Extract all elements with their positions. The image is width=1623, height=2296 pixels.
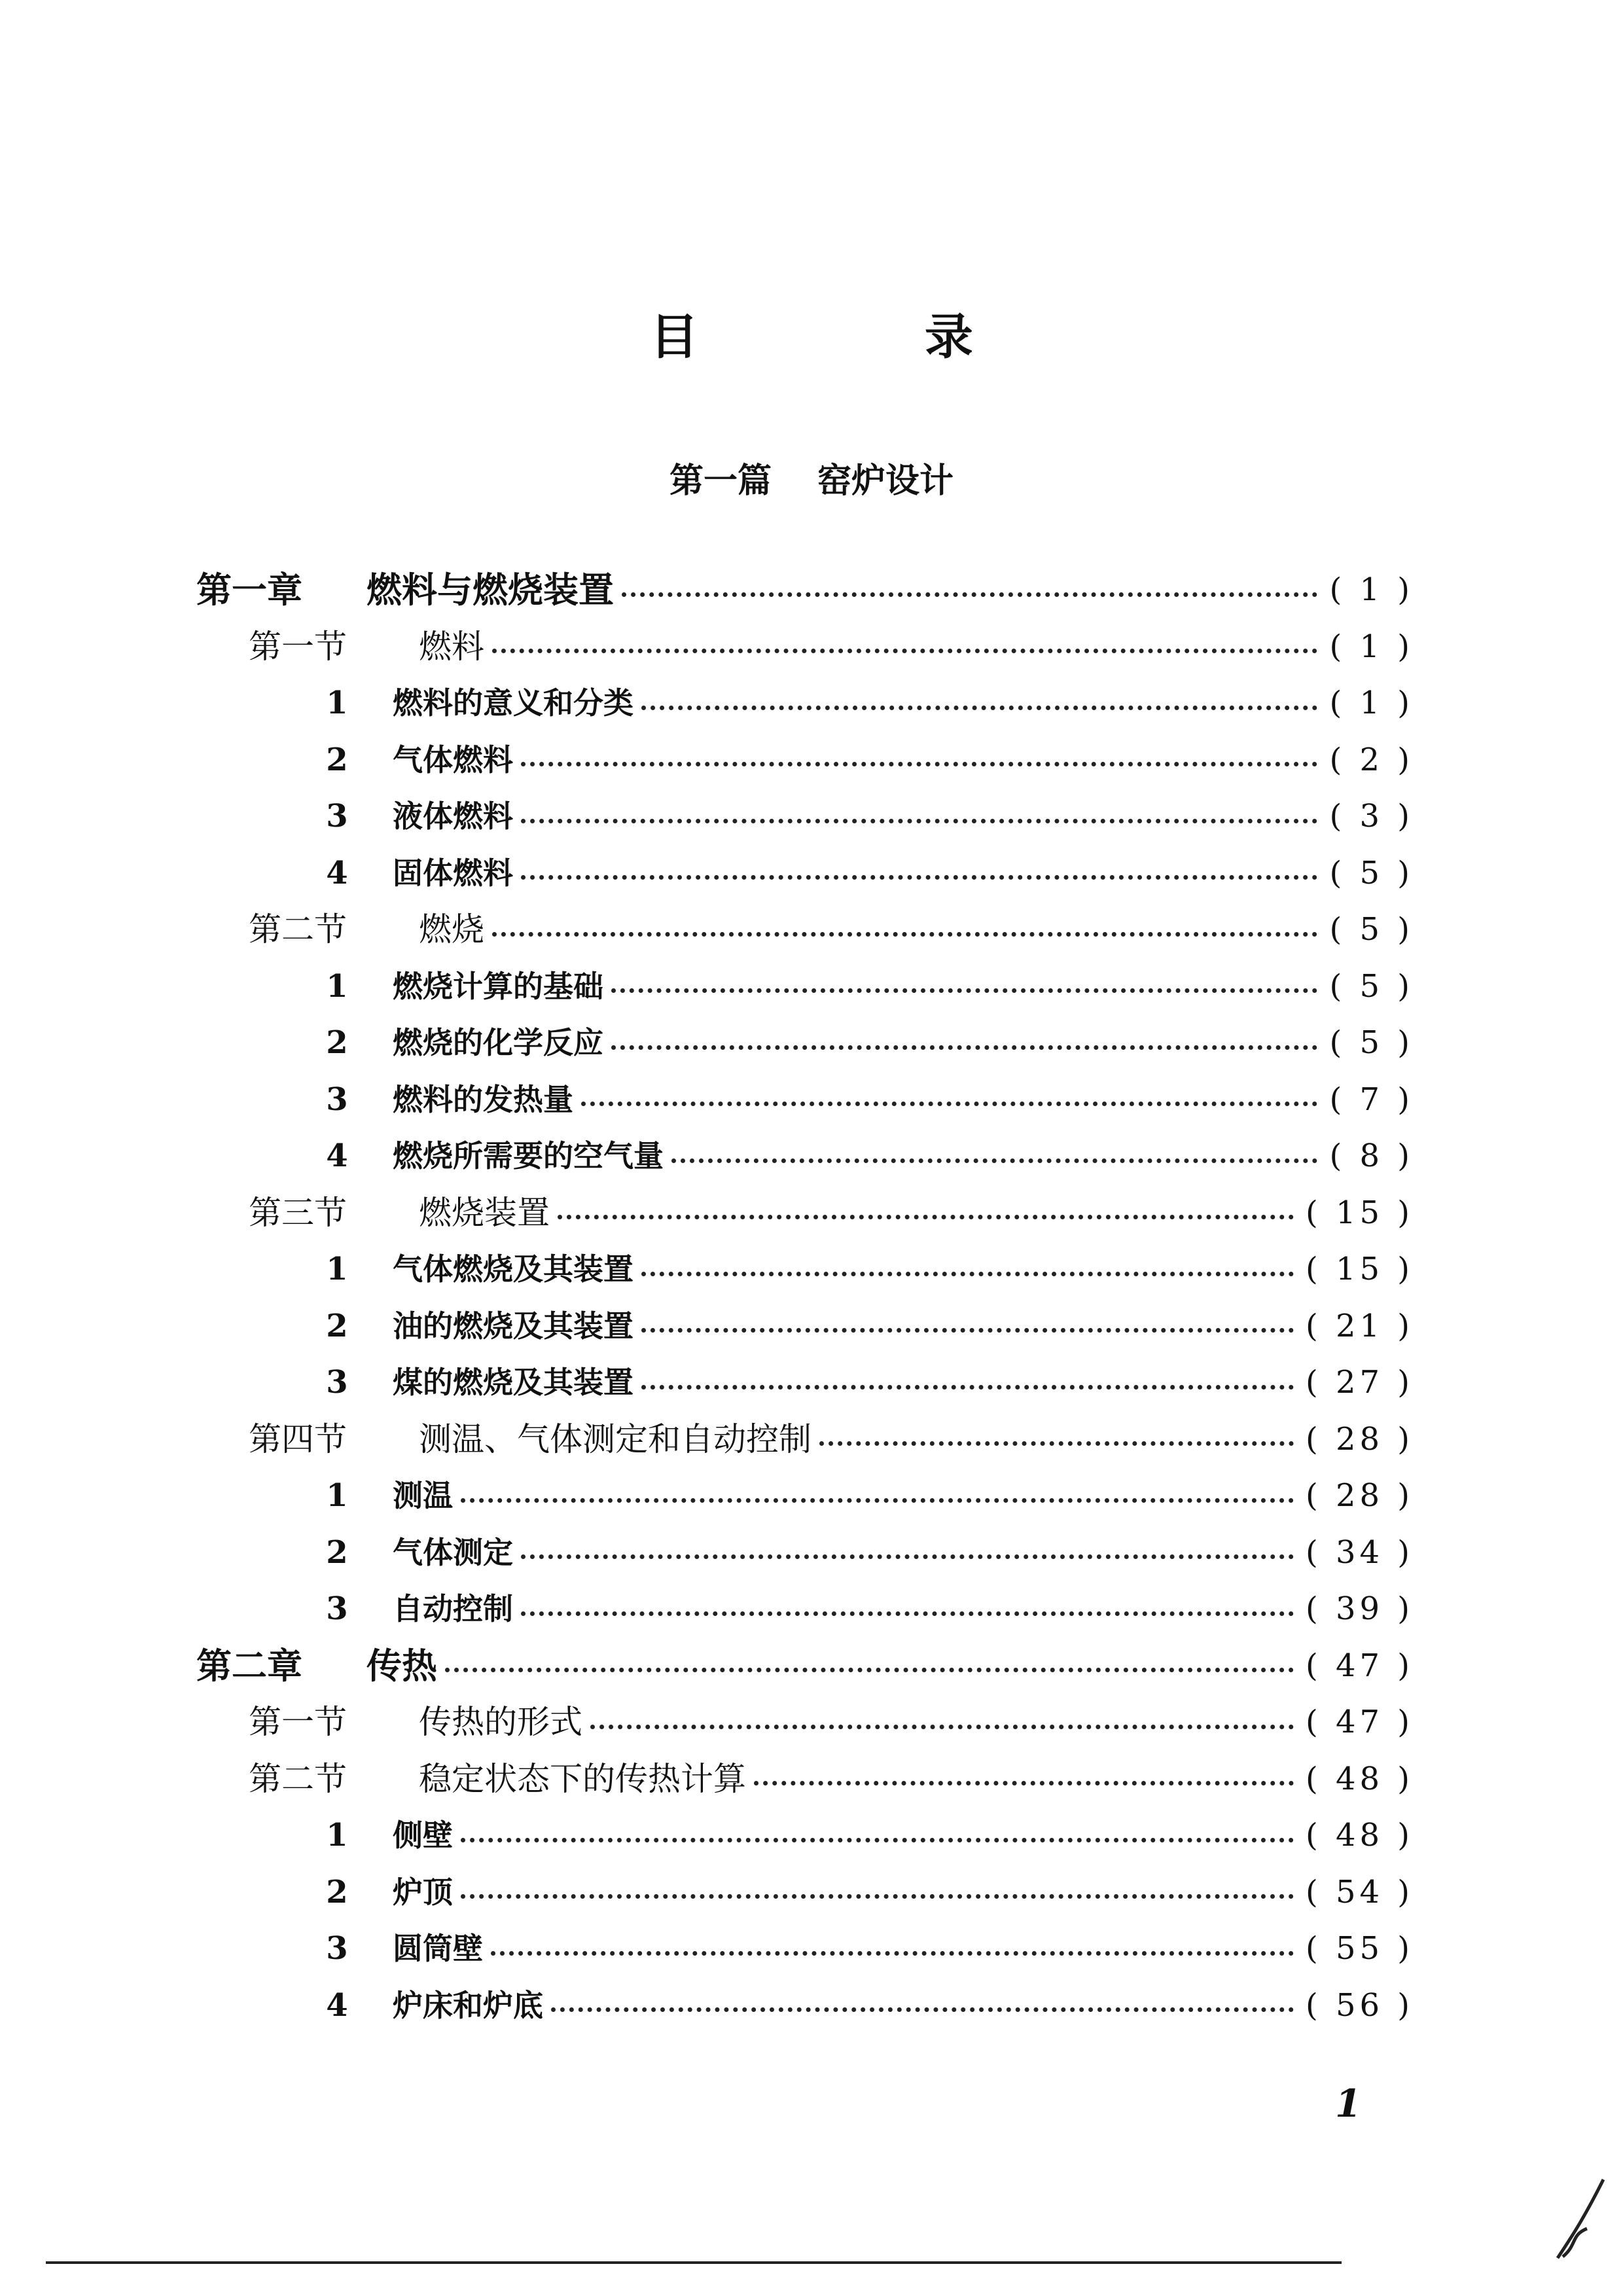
toc-entry-item [196,845,1414,902]
toc-chapter-label: 第二章 [196,1644,302,1687]
toc-entry-title: 传热 [366,1644,437,1687]
toc-entry-title: 传热的形式 [419,1703,582,1742]
toc-entry-item [196,1920,1414,1977]
toc-page-ref: ( 28 ) [1305,1477,1414,1515]
toc-page-ref: ( 7 ) [1329,1081,1414,1118]
toc-page-ref: ( 1 ) [1329,628,1414,665]
toc-page-ref: ( 56 ) [1305,1986,1414,2024]
toc-entry-title: 稳定状态下的传热计算 [419,1759,746,1798]
toc-entry-item [196,1298,1414,1355]
toc-entry-title: 燃料的发热量 [393,1081,573,1117]
dot-leader [641,1272,1294,1276]
toc-entry-item [196,732,1414,789]
toc-entry-title: 煤的燃烧及其装置 [393,1365,633,1401]
toc-entry-item [196,1128,1414,1185]
toc-entry-title: 测温 [393,1478,453,1514]
dot-leader [521,1611,1294,1616]
toc-page-ref: ( 15 ) [1305,1194,1414,1231]
toc-entry-item [196,1071,1414,1128]
toc-entry-item [196,675,1414,732]
toc-page-ref: ( 3 ) [1329,798,1414,835]
dot-leader [641,1385,1294,1390]
toc-entry-title: 燃烧的化学反应 [393,1025,603,1061]
dot-leader [461,1894,1294,1899]
dot-leader [491,1951,1294,1956]
toc-entry-item [196,1581,1414,1638]
toc-entry-item [196,1807,1414,1864]
toc-entry-title: 气体燃烧及其装置 [393,1251,633,1287]
toc-page-ref: ( 34 ) [1305,1534,1414,1571]
toc-page-ref: ( 5 ) [1329,911,1414,948]
toc-page-ref: ( 15 ) [1305,1251,1414,1288]
pen-mark-icon [1551,2173,1610,2265]
toc-page-ref: ( 48 ) [1305,1817,1414,1854]
toc-entry-item [196,1524,1414,1581]
toc-page-ref: ( 2 ) [1329,741,1414,778]
toc-item-number: 4 [326,1986,348,2024]
toc-page-ref: ( 21 ) [1305,1307,1414,1344]
page-number: 1 [1335,2081,1362,2126]
toc-item-number: 1 [326,1817,348,1854]
toc-entry-title: 燃料的意义和分类 [393,685,633,721]
dot-leader [819,1441,1294,1446]
toc-page-ref: ( 39 ) [1305,1590,1414,1628]
toc-section-label: 第二节 [249,1759,347,1798]
toc-entry-section [196,1694,1414,1751]
toc-page-ref: ( 27 ) [1305,1364,1414,1401]
toc-entry-title: 侧壁 [393,1818,453,1854]
toc-entry-title: 燃烧所需要的空气量 [393,1138,664,1174]
dot-leader [521,1554,1294,1559]
toc-item-number: 3 [326,1364,348,1401]
toc-entry-title: 气体测定 [393,1534,513,1570]
toc-entry-title: 测温、气体测定和自动控制 [419,1420,812,1458]
toc-entry-section [196,1185,1414,1242]
toc-entry-chapter [196,1638,1414,1695]
dot-leader [492,649,1317,653]
dot-leader [671,1158,1317,1163]
toc-entry-item [196,788,1414,845]
toc-section-label: 第四节 [249,1420,347,1458]
toc-page-ref: ( 5 ) [1329,967,1414,1005]
toc-item-number: 4 [326,854,348,891]
toc-section-label: 第三节 [249,1193,347,1232]
toc-entry-item [196,958,1414,1015]
dot-leader [521,819,1317,823]
dot-leader [492,932,1317,937]
toc-page-ref: ( 5 ) [1329,854,1414,891]
dot-leader [445,1668,1294,1672]
toc-item-number: 3 [326,1930,348,1967]
toc-entry-title: 固体燃料 [393,855,513,891]
toc-entry-title: 燃料与燃烧装置 [366,569,614,611]
part-label: 第一篇 [669,461,772,501]
toc-page-ref: ( 48 ) [1305,1760,1414,1797]
part-title: 窑炉设计 [817,461,954,501]
part-heading [0,458,1623,504]
toc-item-number: 2 [326,1307,348,1344]
toc-page-ref: ( 5 ) [1329,1024,1414,1062]
toc-entry-title: 液体燃料 [393,798,513,834]
table-of-contents [196,562,1414,2034]
toc-entry-title: 炉顶 [393,1874,453,1910]
toc-item-number: 2 [326,1873,348,1910]
toc-chapter-label: 第一章 [196,569,302,611]
dot-leader [521,762,1317,766]
dot-leader [641,706,1317,710]
toc-item-number: 1 [326,1251,348,1288]
toc-entry-title: 燃料 [419,627,484,666]
dot-leader [558,1215,1294,1219]
toc-page-ref: ( 1 ) [1329,685,1414,722]
toc-section-label: 第一节 [249,627,347,666]
dot-leader [622,592,1317,597]
toc-entry-section [196,619,1414,675]
toc-item-number: 2 [326,741,348,778]
dot-leader [581,1102,1317,1106]
toc-entry-title: 炉床和炉底 [393,1987,543,2023]
toc-item-number: 1 [326,967,348,1005]
toc-entry-title: 燃烧计算的基础 [393,968,603,1004]
toc-page-ref: ( 47 ) [1305,1704,1414,1741]
toc-entry-title: 自动控制 [393,1591,513,1627]
toc-entry-item [196,1354,1414,1411]
toc-page-ref: ( 8 ) [1329,1138,1414,1175]
toc-entry-item [196,1864,1414,1921]
toc-item-number: 4 [326,1138,348,1175]
dot-leader [551,2007,1294,2012]
toc-page-ref: ( 28 ) [1305,1420,1414,1458]
toc-item-number: 1 [326,685,348,722]
toc-entry-title: 圆筒壁 [393,1931,483,1967]
toc-entry-item [196,1241,1414,1298]
toc-section-label: 第一节 [249,1703,347,1742]
toc-entry-section [196,1751,1414,1808]
toc-item-number: 3 [326,1590,348,1628]
toc-entry-item [196,1014,1414,1071]
toc-section-label: 第二节 [249,910,347,949]
toc-page-ref: ( 55 ) [1305,1930,1414,1967]
toc-item-number: 2 [326,1024,348,1062]
toc-entry-item [196,1977,1414,2034]
toc-page-ref: ( 1 ) [1329,571,1414,609]
dot-leader [611,1045,1317,1050]
bottom-rule [46,2261,1342,2264]
toc-entry-title: 油的燃烧及其装置 [393,1308,633,1344]
dot-leader [521,875,1317,880]
dot-leader [754,1781,1294,1785]
toc-item-number: 2 [326,1534,348,1571]
toc-entry-title: 气体燃料 [393,742,513,778]
toc-entry-section [196,1411,1414,1468]
dot-leader [641,1328,1294,1333]
toc-item-number: 3 [326,1081,348,1118]
toc-item-number: 1 [326,1477,348,1515]
dot-leader [590,1725,1294,1729]
toc-entry-title: 燃烧 [419,910,484,949]
toc-entry-chapter [196,562,1414,619]
toc-page-ref: ( 54 ) [1305,1873,1414,1910]
toc-entry-item [196,1467,1414,1524]
toc-entry-section [196,901,1414,958]
dot-leader [611,988,1317,993]
dot-leader [461,1838,1294,1842]
toc-item-number: 3 [326,798,348,835]
toc-entry-title: 燃烧装置 [419,1193,550,1232]
toc-page-ref: ( 47 ) [1305,1647,1414,1684]
page-title: 目 录 [650,309,1078,365]
dot-leader [461,1498,1294,1503]
